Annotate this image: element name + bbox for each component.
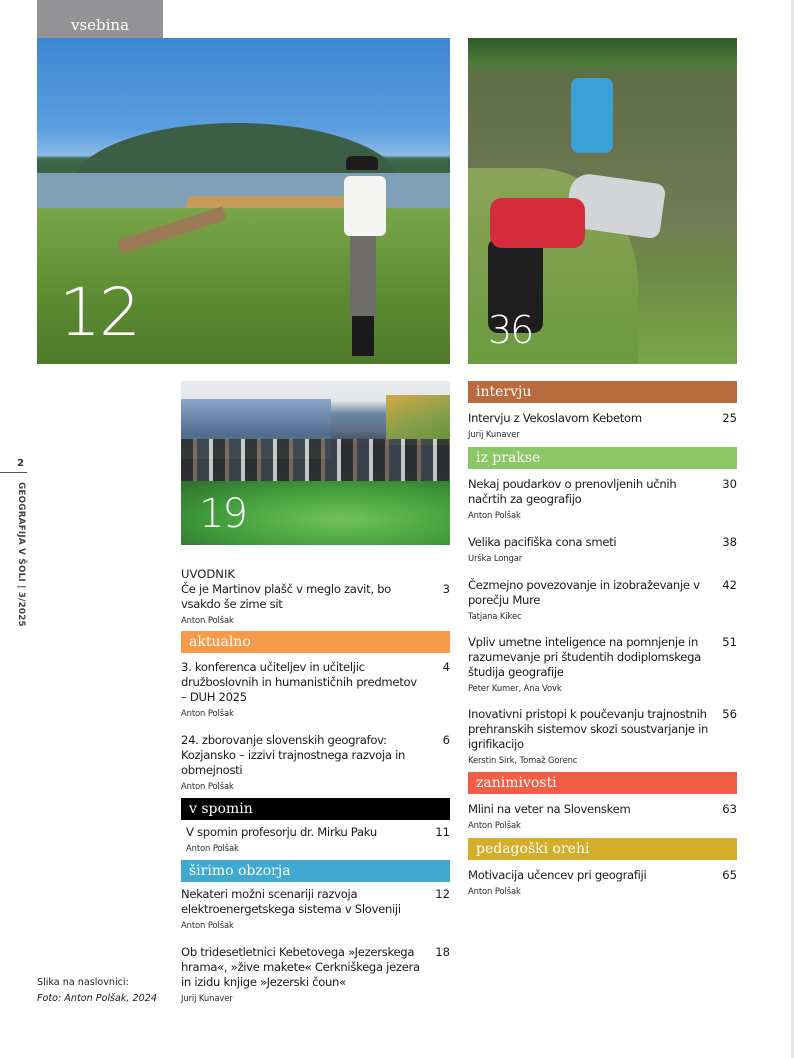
entry-page: 3 (442, 582, 450, 596)
toc-entry[interactable] (186, 825, 450, 853)
entry-author: Anton Polšak (181, 781, 234, 791)
toc-entry[interactable] (468, 802, 737, 830)
entry-page: 25 (722, 411, 737, 425)
entry-page: 63 (722, 802, 737, 816)
entry-author: Jurij Kunaver (468, 429, 520, 439)
entry-title: 3. konferenca učiteljev in učiteljic družboslovnih in humanističnih predmetov – DUH 2025 (181, 660, 417, 704)
toc-entry[interactable] (468, 868, 737, 896)
toc-entry[interactable] (468, 635, 737, 693)
entry-page: 12 (435, 887, 450, 901)
toc-entry[interactable] (468, 707, 737, 765)
toc-entry[interactable] (468, 411, 737, 439)
entry-author: Anton Polšak (468, 886, 521, 896)
entry-page: 30 (722, 477, 737, 491)
toc-entry[interactable] (468, 477, 737, 520)
entry-title: Intervju z Vekoslavom Kebetom (468, 411, 642, 425)
entry-author: Urška Longar (468, 553, 523, 563)
toc-entry[interactable] (181, 945, 450, 1003)
entry-page: 6 (442, 733, 450, 747)
toc-entry[interactable] (181, 733, 450, 791)
entry-author: Anton Polšak (468, 510, 521, 520)
photo-page-number: 36 (488, 308, 533, 352)
section-header-sirimo-obzorja: širimo obzorja (181, 860, 450, 882)
page-number: 2 (17, 458, 24, 469)
entry-author: Jurij Kunaver (181, 993, 233, 1003)
entry-author: Kerstin Sirk, Tomaž Gorenc (468, 755, 578, 765)
toc-entry-uvodnik[interactable] (181, 567, 450, 625)
entry-title: Čezmejno povezovanje in izobraževanje v porečju Mure (468, 578, 700, 607)
entry-page: 65 (722, 868, 737, 882)
photo-lake-boats (37, 38, 450, 364)
publication-label: GEOGRAFIJA V ŠOLI | 3/2025 (16, 482, 26, 627)
entry-title: Velika pacifiška cona smeti (468, 535, 617, 549)
section-header-iz-prakse: iz prakse (468, 447, 737, 469)
section-header-intervju: intervju (468, 381, 737, 403)
entry-title: Mlini na veter na Slovenskem (468, 802, 631, 816)
entry-author: Anton Polšak (181, 920, 234, 930)
cover-credit-photographer: Foto: Anton Polšak, 2024 (37, 993, 157, 1004)
photo-page-number: 19 (199, 491, 246, 537)
entry-title: Nekateri možni scenariji razvoja elektroenergetskega sistema v Sloveniji (181, 887, 401, 916)
cover-credit (37, 975, 157, 1007)
entry-kicker: UVODNIK (181, 567, 235, 581)
entry-page: 11 (435, 825, 450, 839)
entry-title: Motivacija učencev pri geografiji (468, 868, 647, 882)
entry-author: Peter Kumer, Ana Vovk (468, 683, 562, 693)
entry-page: 38 (722, 535, 737, 549)
photo-page-number: 12 (59, 274, 139, 351)
entry-page: 51 (722, 635, 737, 649)
entry-page: 18 (435, 945, 450, 959)
entry-page: 4 (442, 660, 450, 674)
entry-title: V spomin profesorju dr. Mirku Paku (186, 825, 377, 839)
entry-title: Če je Martinov plašč v meglo zavit, bo vsakdo še zime sit (181, 582, 391, 611)
toc-entry[interactable] (468, 578, 737, 621)
cover-credit-label: Slika na naslovnici: (37, 977, 129, 988)
entry-author: Anton Polšak (186, 843, 239, 853)
entry-author: Anton Polšak (181, 708, 234, 718)
man-figure (342, 156, 387, 356)
entry-author: Anton Polšak (181, 615, 234, 625)
group-of-people (181, 439, 450, 484)
toc-entry[interactable] (468, 535, 737, 563)
section-header-pedagoski-orehi: pedagoški orehi (468, 838, 737, 860)
boat-shape (185, 196, 349, 208)
entry-author: Tatjana Kikec (468, 611, 522, 621)
entry-page: 42 (722, 578, 737, 592)
person-blue-shirt (571, 78, 613, 153)
section-header-aktualno: aktualno (181, 631, 450, 653)
photo-relief-model-group (181, 381, 450, 545)
entry-title: Vpliv umetne inteligence na pomnjenje in razumevanje pri študentih dodiplomskega študija geografije (468, 635, 701, 679)
entry-title: 24. zborovanje slovenskih geografov: Kozjansko – izzivi trajnostnega razvoja in obmejnosti (181, 733, 406, 777)
photo-pond-sampling (468, 38, 737, 364)
wall-map (386, 395, 450, 445)
entry-page: 56 (722, 707, 737, 721)
toc-entry[interactable] (181, 660, 450, 718)
sidebar-rule (0, 472, 27, 473)
toc-entry[interactable] (181, 887, 450, 930)
entry-title: Inovativni pristopi k poučevanju trajnostnih prehranskih sistemov skozi soustvarjanje in igrifikacijo (468, 707, 709, 751)
section-header-zanimivosti: zanimivosti (468, 772, 737, 794)
contents-tab: vsebina (37, 0, 163, 38)
entry-title: Nekaj poudarkov o prenovljenih učnih načrtih za geografijo (468, 477, 677, 506)
entry-title: Ob tridesetletnici Kebetovega »Jezerskega hrama«, »žive makete« Cerkniškega jezera in izidu knjige »Jezerski čoun« (181, 945, 420, 989)
person-red-shirt (490, 198, 585, 248)
entry-author: Anton Polšak (468, 820, 521, 830)
section-header-v-spomin: v spomin (181, 798, 450, 820)
